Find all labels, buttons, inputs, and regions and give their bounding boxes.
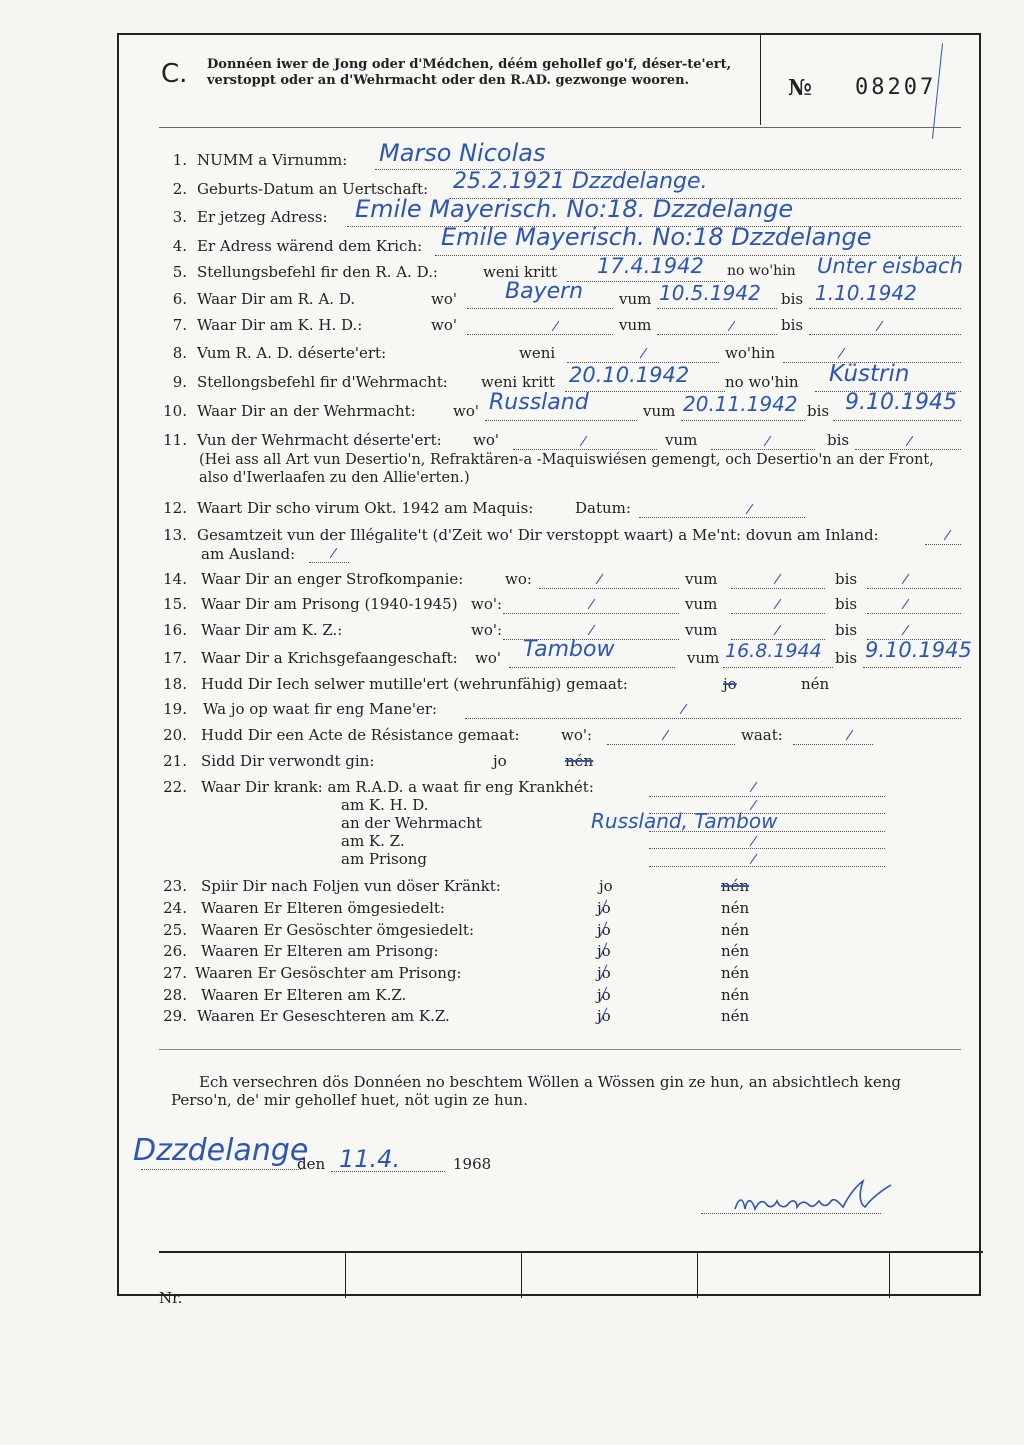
answer-nen: nén bbox=[721, 942, 750, 960]
empty-mark bbox=[728, 321, 736, 331]
answer-nen: nén bbox=[565, 752, 594, 770]
field-line bbox=[607, 744, 735, 745]
row-number: 2. bbox=[172, 180, 187, 198]
answer-jo: jo bbox=[493, 752, 507, 770]
field-line bbox=[657, 308, 777, 309]
empty-mark bbox=[902, 574, 910, 584]
bis-label: bis bbox=[827, 431, 850, 449]
bis-label: bis bbox=[781, 290, 804, 308]
answer-jo: jo bbox=[597, 921, 611, 939]
row-label: Waar Dir am R. A. D. bbox=[197, 290, 356, 308]
row-number: 5. bbox=[172, 263, 187, 281]
row-number: 15. bbox=[163, 595, 187, 613]
current-address-value: Emile Mayerisch. No:18. Dzzdelange bbox=[355, 195, 794, 223]
row-number: 23. bbox=[163, 877, 187, 895]
field-line bbox=[925, 544, 961, 545]
field-line bbox=[649, 866, 885, 867]
row-label: Waar Dir krank: am R.A.D. a waat fir eng Krankhét: bbox=[201, 778, 594, 796]
ausland-label: am Ausland: bbox=[201, 545, 296, 563]
row-number: 26. bbox=[163, 942, 187, 960]
wo-label: wo' bbox=[431, 316, 457, 334]
answer-jo: jo bbox=[597, 986, 611, 1004]
field-line bbox=[509, 667, 675, 668]
empty-mark bbox=[876, 321, 884, 331]
field-line bbox=[711, 449, 815, 450]
empty-mark bbox=[902, 625, 910, 635]
name-value: Marso Nicolas bbox=[379, 139, 546, 167]
form-sheet bbox=[117, 33, 981, 1307]
illness-wehrmacht-value: Russland, Tambow bbox=[591, 809, 778, 833]
row-label: Geburts-Datum an Uertschaft: bbox=[197, 180, 429, 198]
rad-to: 1.10.1942 bbox=[815, 281, 917, 305]
row-number: 22. bbox=[163, 778, 187, 796]
header-divider bbox=[760, 35, 761, 125]
vum-label: vum bbox=[643, 402, 676, 420]
rad-place: Bayern bbox=[505, 279, 584, 304]
wehrmacht-to: 9.10.1945 bbox=[845, 390, 957, 415]
empty-mark bbox=[330, 548, 338, 558]
answer-nen: nén bbox=[721, 986, 750, 1004]
row-number: 27. bbox=[163, 964, 187, 982]
field-line bbox=[503, 613, 679, 614]
bis-label: bis bbox=[781, 316, 804, 334]
row-number: 24. bbox=[163, 899, 187, 917]
captivity-to: 9.10.1945 bbox=[865, 638, 972, 662]
captivity-from: 16.8.1944 bbox=[725, 640, 822, 662]
illness-sub-kz: am K. Z. bbox=[341, 832, 405, 850]
field-line bbox=[867, 588, 961, 589]
illness-sub-wehrmacht: an der Wehrmacht bbox=[341, 814, 482, 832]
answer-nen: nén bbox=[801, 675, 830, 693]
bottom-table-col bbox=[521, 1251, 522, 1298]
signature bbox=[731, 1175, 901, 1219]
empty-mark bbox=[838, 348, 846, 358]
wehrmacht-from: 20.11.1942 bbox=[683, 392, 798, 416]
field-line bbox=[649, 796, 885, 797]
bis-label: bis bbox=[835, 621, 858, 639]
table-lower bbox=[117, 1296, 981, 1326]
row-label: Vum R. A. D. déserte'ert: bbox=[197, 344, 387, 362]
row-number: 12. bbox=[163, 499, 187, 517]
wo-label: wo' bbox=[431, 290, 457, 308]
row-label: Waaren Er Elteren ömgesiedelt: bbox=[201, 899, 445, 917]
empty-mark bbox=[580, 436, 588, 446]
wo-label: wo': bbox=[471, 595, 503, 613]
field-line bbox=[809, 334, 961, 335]
captivity-place: Tambow bbox=[523, 637, 615, 662]
field-line bbox=[723, 667, 833, 668]
empty-mark bbox=[846, 730, 854, 740]
row-number: 1. bbox=[172, 151, 187, 169]
bottom-table-top bbox=[159, 1251, 983, 1253]
empty-mark bbox=[588, 599, 596, 609]
empty-mark bbox=[750, 836, 758, 846]
rad-order-place: Unter eisbach bbox=[817, 254, 963, 278]
bis-label: bis bbox=[835, 595, 858, 613]
field-line bbox=[681, 420, 805, 421]
row-number: 20. bbox=[163, 726, 187, 744]
bis-label: bis bbox=[807, 402, 830, 420]
empty-mark bbox=[640, 348, 648, 358]
vum-label: vum bbox=[685, 595, 718, 613]
empty-mark bbox=[774, 599, 782, 609]
bis-label: bis bbox=[835, 649, 858, 667]
field-line bbox=[833, 420, 961, 421]
row-label: Waaren Er Geseschteren am K.Z. bbox=[197, 1007, 450, 1025]
wo-label: wo': bbox=[561, 726, 593, 744]
row-label: Spiir Dir nach Foljen vun döser Kränkt: bbox=[201, 877, 501, 895]
signing-place: Dzzdelange bbox=[133, 1133, 309, 1168]
field-line bbox=[731, 613, 825, 614]
row-label: Waar Dir an enger Strofkompanie: bbox=[201, 570, 464, 588]
bottom-table-col bbox=[889, 1251, 890, 1298]
signing-date: 11.4. bbox=[339, 1145, 401, 1173]
nr-label: Nr. bbox=[159, 1289, 183, 1307]
wo-label: wo: bbox=[505, 570, 532, 588]
row-number: 7. bbox=[172, 316, 187, 334]
answer-nen: nén bbox=[721, 964, 750, 982]
row-label: Hudd Dir een Acte de Résistance gemaat: bbox=[201, 726, 520, 744]
row-label: Waart Dir scho virum Okt. 1942 am Maquis: bbox=[197, 499, 534, 517]
row-label: Waaren Er Gesöschter am Prisong: bbox=[195, 964, 462, 982]
row-number: 19. bbox=[163, 700, 187, 718]
desertion-note: (Hei ass all Art vun Desertio'n, Refraktären-a -Maquiswiésen gemengt, och Desertio'n an der Front, also d'Iwerlaafen zu den Allie'erten.) bbox=[199, 452, 934, 486]
empty-mark bbox=[750, 782, 758, 792]
row-number: 11. bbox=[163, 431, 187, 449]
row-label: Wa jo op waat fir eng Mane'er: bbox=[203, 700, 438, 718]
wohin-label: wo'hin bbox=[725, 344, 776, 362]
row-number: 16. bbox=[163, 621, 187, 639]
row-label: NUMM a Virnumm: bbox=[197, 151, 348, 169]
row-number: 17. bbox=[163, 649, 187, 667]
empty-mark bbox=[774, 574, 782, 584]
answer-jo: jo bbox=[597, 964, 611, 982]
answer-nen: nén bbox=[721, 921, 750, 939]
field-line bbox=[809, 308, 961, 309]
number-label: № bbox=[788, 75, 812, 101]
row-number: 4. bbox=[172, 237, 187, 255]
rad-order-date: 17.4.1942 bbox=[597, 254, 704, 278]
vum-label: vum bbox=[665, 431, 698, 449]
number-value: 08207 bbox=[855, 75, 937, 100]
row-label: Waar Dir am Prisong (1940-1945) bbox=[201, 595, 458, 613]
header-text: Donnéen iwer de Jong oder d'Médchen, déém gehollef go'f, déser-te'ert, verstoppt oder an d'Wehrmacht oder den R.AD. gezwonge wooren. bbox=[207, 57, 732, 88]
row-number: 9. bbox=[172, 373, 187, 391]
field-line bbox=[485, 420, 637, 421]
nowohin-label: no wo'hin bbox=[727, 263, 796, 279]
field-line bbox=[731, 588, 825, 589]
vum-label: vum bbox=[619, 316, 652, 334]
row-label: Gesamtzeit vun der Illégalite't (d'Zeit wo' Dir verstoppt waart) a Me'nt: dovun am Inland: bbox=[197, 526, 879, 544]
answer-jo: jo bbox=[597, 942, 611, 960]
wehrmacht-order-place: Küstrin bbox=[829, 361, 910, 387]
answer-nen: nén bbox=[721, 1007, 750, 1025]
empty-mark bbox=[774, 625, 782, 635]
answer-jo: jo bbox=[599, 877, 613, 895]
field-line bbox=[855, 449, 961, 450]
section-letter: C. bbox=[161, 59, 188, 89]
wo-label: wo' bbox=[475, 649, 501, 667]
answer-jo: jo bbox=[597, 1007, 611, 1025]
row-number: 13. bbox=[163, 526, 187, 544]
section-rule bbox=[159, 1049, 961, 1050]
vum-label: vum bbox=[687, 649, 720, 667]
waat-label: waat: bbox=[741, 726, 783, 744]
weni-label: weni kritt bbox=[483, 263, 558, 281]
row-label: Hudd Dir Iech selwer mutille'ert (wehrunfähig) gemaat: bbox=[201, 675, 628, 693]
row-label: Waaren Er Gesöschter ömgesiedelt: bbox=[201, 921, 475, 939]
field-line bbox=[657, 334, 777, 335]
illness-sub-khd: am K. H. D. bbox=[341, 796, 429, 814]
header-rule bbox=[159, 127, 961, 128]
rad-from: 10.5.1942 bbox=[659, 281, 761, 305]
empty-mark bbox=[588, 625, 596, 635]
empty-mark bbox=[906, 436, 914, 446]
wo-label: wo': bbox=[471, 621, 503, 639]
war-address-value: Emile Mayerisch. No:18 Dzzdelange bbox=[441, 223, 872, 251]
answer-nen: nén bbox=[721, 877, 750, 895]
empty-mark bbox=[662, 730, 670, 740]
bottom-table-col bbox=[345, 1251, 346, 1298]
row-number: 18. bbox=[163, 675, 187, 693]
field-line bbox=[467, 334, 613, 335]
bottom-table-col bbox=[697, 1251, 698, 1298]
empty-mark bbox=[552, 321, 560, 331]
empty-mark bbox=[746, 504, 754, 514]
nowohin-label: no wo'hin bbox=[725, 373, 799, 391]
row-number: 3. bbox=[172, 208, 187, 226]
illness-sub-prisong: am Prisong bbox=[341, 850, 427, 868]
row-number: 8. bbox=[172, 344, 187, 362]
row-label: Waar Dir am K. Z.: bbox=[201, 621, 343, 639]
row-number: 25. bbox=[163, 921, 187, 939]
datum-label: Datum: bbox=[575, 499, 631, 517]
row-label: Waaren Er Elteren am Prisong: bbox=[201, 942, 439, 960]
row-label: Stellungsbefehl fir den R. A. D.: bbox=[197, 263, 438, 281]
row-label: Waar Dir am K. H. D.: bbox=[197, 316, 363, 334]
field-line bbox=[649, 848, 885, 849]
wehrmacht-order-date: 20.10.1942 bbox=[569, 363, 690, 387]
field-line bbox=[141, 1169, 301, 1170]
row-number: 10. bbox=[163, 402, 187, 420]
wehrmacht-place: Russland bbox=[489, 390, 589, 415]
row-label: Stellongsbefehl fir d'Wehrmacht: bbox=[197, 373, 448, 391]
row-number: 28. bbox=[163, 986, 187, 1004]
wo-label: wo' bbox=[473, 431, 499, 449]
empty-mark bbox=[596, 574, 604, 584]
den-label: den bbox=[297, 1155, 326, 1173]
row-label: Sidd Dir verwondt gin: bbox=[201, 752, 375, 770]
row-number: 21. bbox=[163, 752, 187, 770]
vum-label: vum bbox=[685, 570, 718, 588]
birth-value: 25.2.1921 Dzzdelange. bbox=[453, 169, 708, 194]
row-number: 14. bbox=[163, 570, 187, 588]
row-label: Er jetzeg Adress: bbox=[197, 208, 328, 226]
row-label: Waar Dir a Krichsgefaangeschaft: bbox=[201, 649, 458, 667]
field-line bbox=[793, 744, 873, 745]
row-label: Er Adress wärend dem Krich: bbox=[197, 237, 423, 255]
empty-mark bbox=[902, 599, 910, 609]
row-label: Waar Dir an der Wehrmacht: bbox=[197, 402, 416, 420]
row-number: 29. bbox=[163, 1007, 187, 1025]
field-line bbox=[309, 562, 349, 563]
empty-mark bbox=[944, 530, 952, 540]
empty-mark bbox=[680, 704, 688, 714]
row-number: 6. bbox=[172, 290, 187, 308]
wo-label: wo' bbox=[453, 402, 479, 420]
signing-year: 1968 bbox=[453, 1155, 492, 1173]
bis-label: bis bbox=[835, 570, 858, 588]
answer-nen: nén bbox=[721, 899, 750, 917]
row-label: Vun der Wehrmacht déserte'ert: bbox=[197, 431, 442, 449]
field-line bbox=[639, 517, 805, 518]
field-line bbox=[467, 308, 613, 309]
weni-label: weni bbox=[519, 344, 556, 362]
vum-label: vum bbox=[685, 621, 718, 639]
empty-mark bbox=[750, 854, 758, 864]
field-line bbox=[539, 588, 679, 589]
empty-mark bbox=[764, 436, 772, 446]
row-label: Waaren Er Elteren am K.Z. bbox=[201, 986, 407, 1004]
weni-label: weni kritt bbox=[481, 373, 556, 391]
declaration-text: Ech versechren dös Donnéen no beschtem Wöllen a Wössen gin ze hun, an absichtlech keng Perso'n, de' mir gehollef huet, nöt ugin ze hun. bbox=[171, 1073, 901, 1109]
vum-label: vum bbox=[619, 290, 652, 308]
field-line bbox=[513, 449, 657, 450]
answer-jo: jo bbox=[723, 675, 737, 693]
field-line bbox=[465, 718, 961, 719]
field-line bbox=[867, 613, 961, 614]
field-line bbox=[863, 667, 961, 668]
answer-jo: jo bbox=[597, 899, 611, 917]
